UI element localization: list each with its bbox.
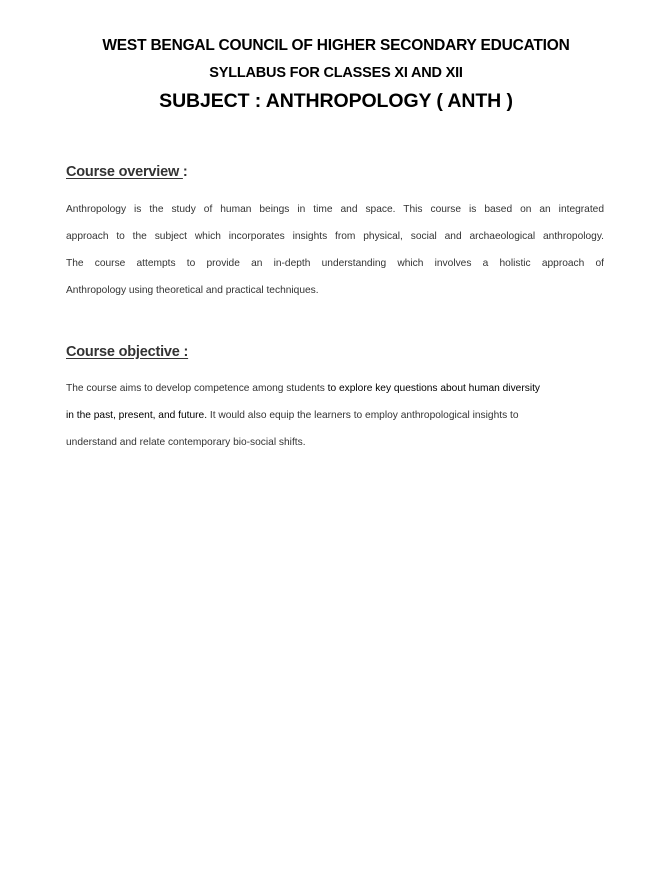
course-objective-heading-text: Course objective : bbox=[66, 344, 189, 360]
board-title: WEST BENGAL COUNCIL OF HIGHER SECONDARY EDUCATION bbox=[102, 37, 570, 54]
paragraph-line: The course attempts to provide an in-depth understanding which involves a holistic approach of bbox=[66, 258, 604, 269]
paragraph-line bbox=[66, 375, 604, 402]
paragraph-line: approach to the subject which incorporates insights from physical, social and archaeological anthropology. bbox=[66, 231, 604, 242]
paragraph-line bbox=[66, 402, 604, 429]
paragraph-line: understand and relate contemporary bio-social shifts. bbox=[66, 437, 306, 448]
subject-title: SUBJECT : ANTHROPOLOGY ( ANTH ) bbox=[159, 90, 513, 112]
paragraph-line: Anthropology using theoretical and practical techniques. bbox=[66, 285, 319, 296]
normal-text: It would also equip the learners to employ anthropological insights to bbox=[207, 410, 519, 421]
course-overview-heading-colon: : bbox=[182, 164, 188, 180]
paragraph-line: Anthropology is the study of human beings in time and space. This course is based on an integrated bbox=[66, 204, 604, 215]
emphasized-text: to explore key questions about human diversity bbox=[327, 383, 541, 394]
normal-text: The course aims to develop competence among students bbox=[66, 383, 328, 394]
course-overview-paragraph bbox=[66, 196, 604, 304]
course-objective-paragraph bbox=[66, 375, 604, 456]
course-overview-heading-text: Course overview bbox=[66, 164, 183, 180]
course-objective-heading bbox=[66, 344, 188, 360]
syllabus-title: SYLLABUS FOR CLASSES XI AND XII bbox=[209, 65, 463, 81]
course-overview-heading bbox=[66, 164, 188, 180]
emphasized-text: in the past, present, and future. bbox=[66, 410, 208, 421]
